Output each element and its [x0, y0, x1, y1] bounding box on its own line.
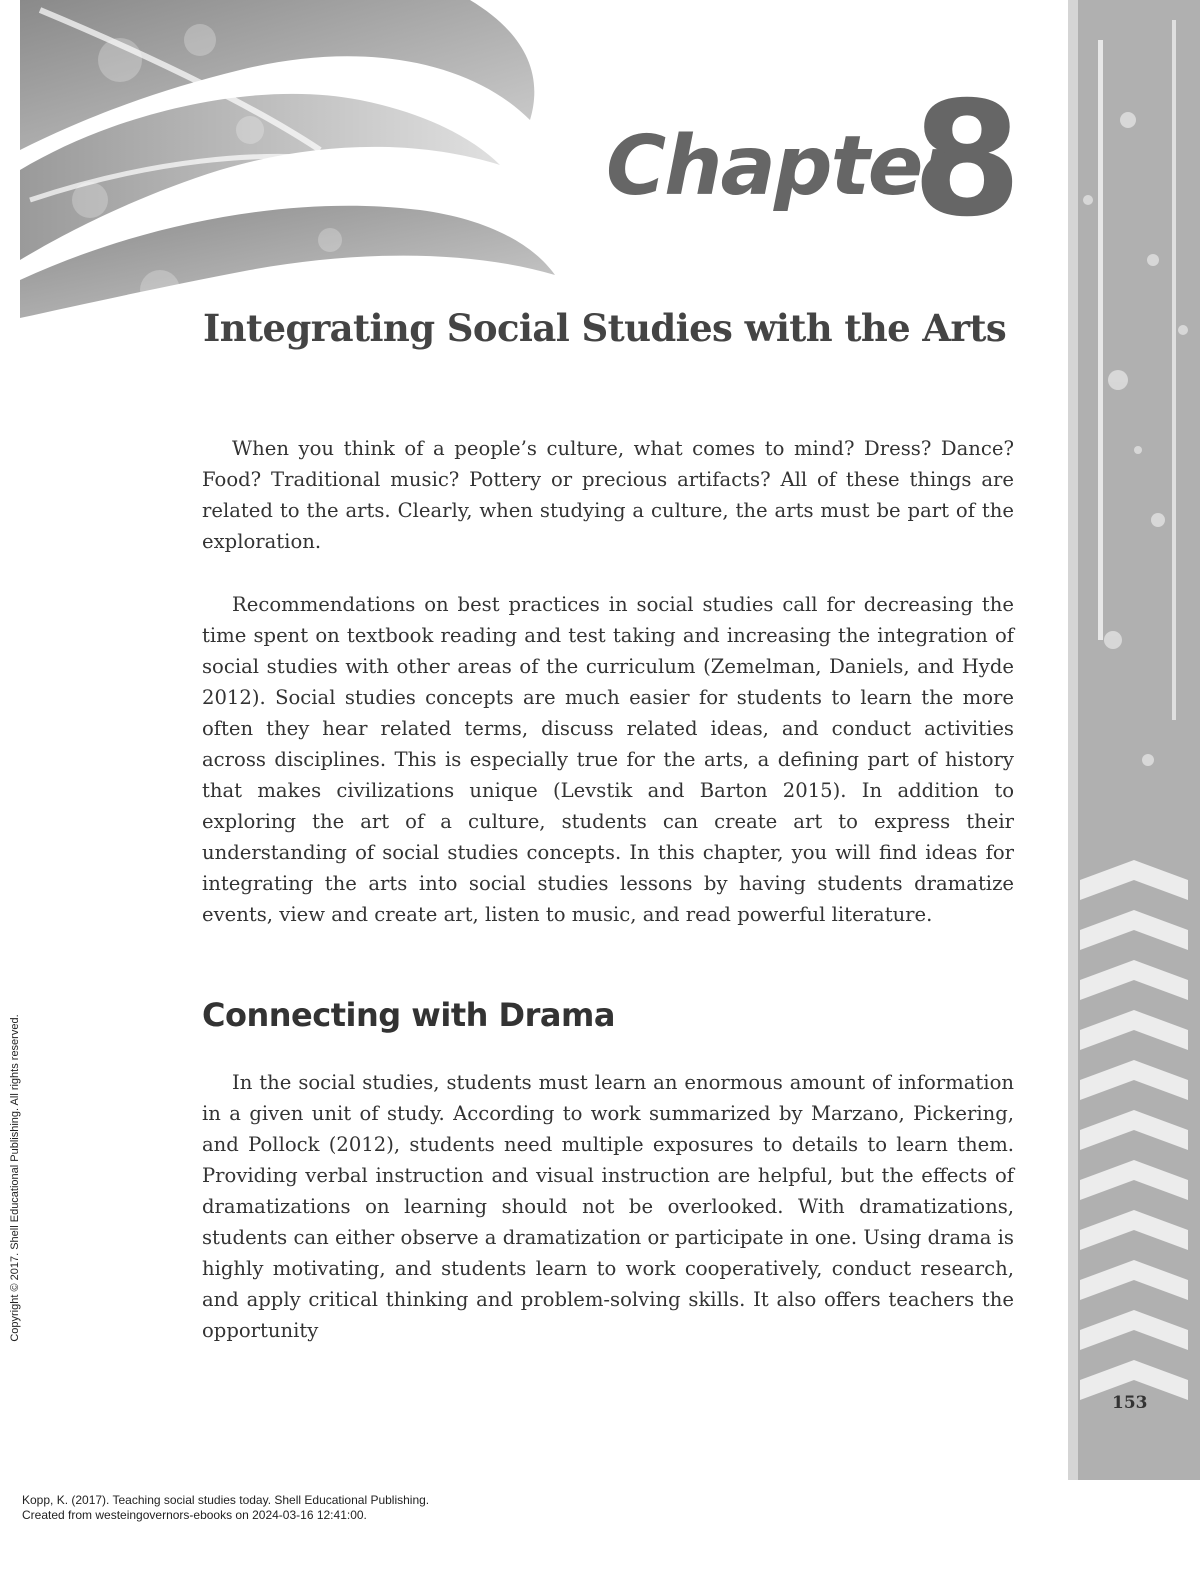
body-paragraph: When you think of a people’s culture, what comes to mind? Dress? Dance? Food? Traditional music? Pottery or precious artifacts? All of these things are related to the arts. Clearly, when studying a culture, the arts must be part of the exploration. — [202, 437, 1014, 553]
section-heading: Connecting with Drama — [202, 996, 615, 1034]
chapter-title: Integrating Social Studies with the Arts — [203, 306, 1007, 350]
citation-line: Kopp, K. (2017). Teaching social studies today. Shell Educational Publishing. — [22, 1493, 430, 1507]
chapter-number: 8 — [912, 68, 1022, 252]
page-number: 153 — [1112, 1393, 1148, 1413]
chapter-heading — [600, 68, 1022, 252]
copyright-notice: Copyright © 2017. Shell Educational Publishing. All rights reserved. — [9, 1014, 21, 1342]
decorative-swoosh-graphic — [0, 0, 600, 320]
body-paragraph: In the social studies, students must learn an enormous amount of information in a given unit of study. According to work summarized by Marzano, Pickering, and Pollock (2012), students need multiple exposures to details to learn them. Providing verbal instruction and visual instruction are helpful, but the effects of dramatizations on learning should not be overlooked. With dramatizations, students can either observe a dramatization or participate in one. Using drama is highly motivating, and students learn to work cooperatively, conduct research, and apply critical thinking and problem-solving skills. It also offers teachers the opportunity — [202, 1071, 1014, 1342]
decorative-side-band — [1068, 0, 1200, 1480]
citation-footer — [22, 1493, 429, 1523]
body-paragraph: Recommendations on best practices in social studies call for decreasing the time spent on textbook reading and test taking and increasing the integration of social studies with other areas of the curriculum (Zemelman, Daniels, and Hyde 2012). Social studies concepts are much easier for students to learn the more often they hear related terms, discuss related ideas, and conduct activities across disciplines. This is especially true for the arts, a defining part of history that makes civilizations unique (Levstik and Barton 2015). In addition to exploring the art of a culture, students can create art to express their understanding of social studies concepts. In this chapter, you will find ideas for integrating the arts into social studies lessons by having students dramatize events, view and create art, listen to music, and read powerful literature. — [202, 593, 1014, 926]
citation-line: Created from westeingovernors-ebooks on 2024-03-16 12:41:00. — [22, 1508, 367, 1522]
chapter-word: Chapter — [606, 119, 960, 214]
